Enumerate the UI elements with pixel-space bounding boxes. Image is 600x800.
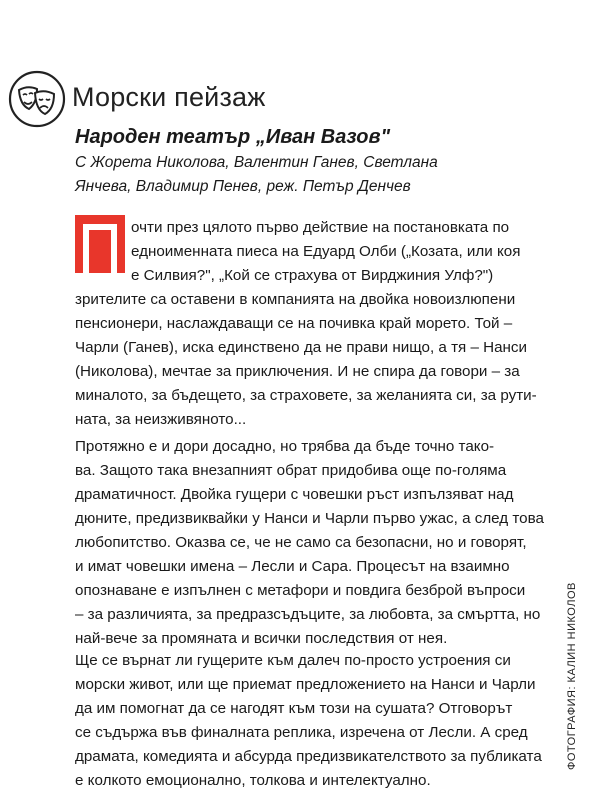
text-line: е Силвия?", „Кой се страхува от Вирджиния Улф?") — [131, 267, 494, 284]
text-line: морски живот, или ще приемат предложението на Нанси и Чарли — [75, 676, 536, 693]
text-line: най-вече за промяната и всички последствия от нея. — [75, 630, 448, 647]
text-line: (Николова), мечтае за приключения. И не спира да говори – за — [75, 363, 520, 380]
photo-credit: ФОТОГРАФИЯ: КАЛИН НИКОЛОВ — [566, 582, 578, 770]
text-line: се съдържа във финалната реплика, изречена от Лесли. А сред — [75, 724, 528, 741]
text-line: драматичност. Двойка гущери с човешки ръст изпълзяват над — [75, 486, 514, 503]
text-line: зрителите са оставени в компанията на двойка новоизлюпени — [75, 291, 516, 308]
text-line: Чарли (Ганев), иска единствено да не прави нищо, а тя – Нанси — [75, 339, 528, 356]
article-title: Морски пейзаж — [72, 82, 266, 112]
credits-line: С Жорета Николова, Валентин Ганев, Светлана — [75, 154, 438, 171]
text-line: миналото, за бъдещето, за страховете, за желанията си, за рути- — [75, 387, 537, 404]
text-line: Протяжно е и дори досадно, но трябва да бъде точно тако- — [75, 438, 495, 455]
theatre-masks-icon — [6, 68, 68, 130]
text-line: и имат човешки имена – Лесли и Сара. Процесът на взаимно — [75, 558, 510, 575]
text-line: очти през цялото първо действие на постановката по — [131, 219, 510, 236]
cast-credits — [75, 151, 455, 199]
paragraph-1 — [75, 216, 551, 432]
text-line: ва. Защото така внезапният обрат придобива още по-голяма — [75, 462, 507, 479]
paragraph-2 — [75, 435, 551, 651]
paragraph-3 — [75, 649, 551, 793]
text-line: Ще се върнат ли гущерите към далеч по-просто устроения си — [75, 652, 511, 669]
text-line: драмата, комедията и абсурда предизвикателството за публиката — [75, 748, 542, 765]
text-line: пенсионери, наслаждаващи се на почивка край морето. Той – — [75, 315, 513, 332]
credits-line: Янчева, Владимир Пенев, реж. Петър Денчев — [75, 178, 411, 195]
text-line: е колкото емоционално, толкова и интелектуално. — [75, 772, 431, 789]
theatre-name: Народен театър „Иван Вазов" — [75, 126, 391, 148]
text-line: да им помогнат да се нагодят към този на сушата? Отговорът — [75, 700, 513, 717]
text-line: дюните, предизвиквайки у Нанси и Чарли първо ужас, а след това — [75, 510, 544, 527]
text-line: ната, за неизживяното... — [75, 411, 247, 428]
text-line: едноименната пиеса на Едуард Олби („Козата, или коя — [131, 243, 521, 260]
text-line: – за различията, за предразсъдъците, за любовта, за смъртта, но — [75, 606, 541, 623]
text-line: опознаване е изпълнен с метафори и повдига безброй въпроси — [75, 582, 526, 599]
text-line: любопитство. Оказва се, че не само са безопасни, но и говорят, — [75, 534, 527, 551]
